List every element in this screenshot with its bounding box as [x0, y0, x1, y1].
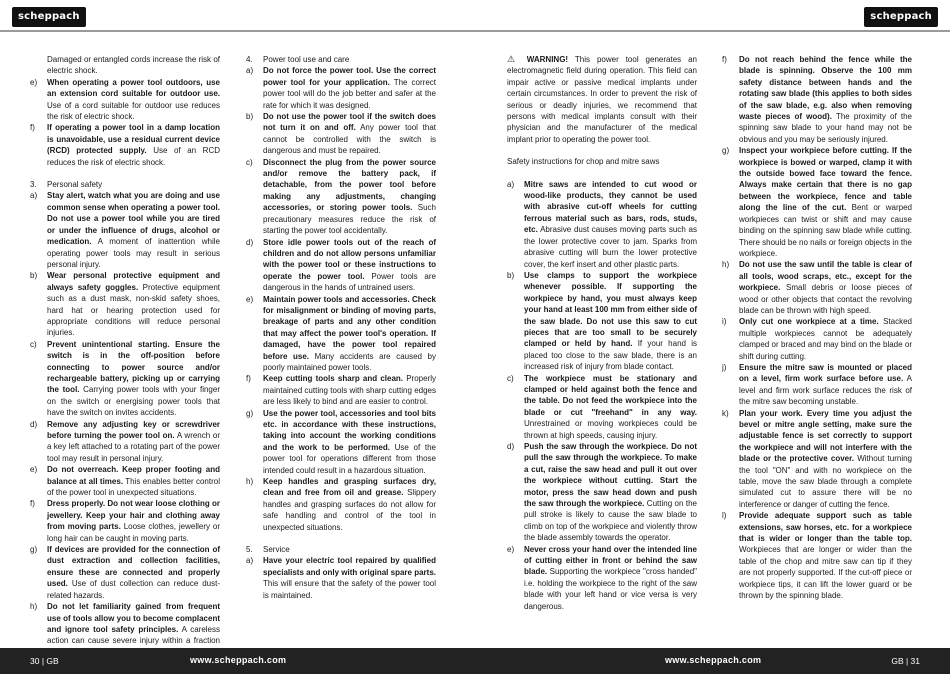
- item-c: c) Disconnect the plug from the power source and/or remove the battery pack, if detachable, from the power tool before making any adjustments, changing accessories, or storing power tools. Such precautionary measures reduce the risk of starting the power tool accidentally.: [246, 157, 436, 236]
- item-f: f) Keep cutting tools sharp and clean. Properly maintained cutting tools with sharp cutting edges are less likely to bind and are easier to control.: [246, 374, 437, 407]
- item-h: h) Keep handles and grasping surfaces dry, clean and free from oil and grease. Slippery handles and grasping surfaces do not allow for safe handling and control of the tool in unexpected situations.: [246, 477, 436, 532]
- brand-logo-right: scheppach: [864, 7, 938, 27]
- column-3: [507, 54, 697, 612]
- item-d: d) Remove any adjusting key or screwdriver before turning the power tool on. A wrench or a key left attached to a rotating part of the power tool may result in personal injury.: [30, 419, 220, 463]
- section-heading-chop-mitre: Safety instructions for chop and mitre saws: [507, 157, 660, 167]
- item-e2: e) Do not overreach. Keep proper footing and balance at all times. This enables better control of the power tool in unexpected situations.: [30, 465, 220, 498]
- item-b: b) Wear personal protective equipment and always safety goggles. Protective equipment such as a dust mask, non-skid safety shoes, hard hat or hearing protection used for appropriate conditions will reduce personal injuries.: [30, 271, 221, 338]
- item-service-a: a) Have your electric tool repaired by qualified specialists and only with original spare parts. This will ensure that the safety of the power tool is maintained.: [246, 556, 436, 600]
- footer-bar: [0, 648, 950, 674]
- item-d: d) Push the saw through the workpiece. Do not pull the saw through the workpiece. To make a cut, raise the saw head and pull it out over the workpiece without cutting. Start the motor, press the saw head down and push the saw through the workpiece. Cutting on the pull stroke is likely to cause the saw blade to climb on top of the workpiece and violently throw the blade assembly towards the operator.: [507, 442, 697, 543]
- website-link-right[interactable]: www.scheppach.com: [665, 655, 762, 665]
- item-a: a) Mitre saws are intended to cut wood or wood-like products, they cannot be used with abrasive cut-off wheels for cutting ferrous material such as bars, rods, studs, etc. Abrasive dust causes moving parts such as the lower protective cover to jam. Sparks from abrasive cutting will burn the lower protective cover, the kerf insert and other plastic parts.: [507, 179, 697, 269]
- item-d: d) Store idle power tools out of the reach of children and do not allow persons unfamiliar with the power tool or these instructions to operate the power tool. Power tools are dangerous in the hands of untrained users.: [246, 237, 436, 293]
- column-2: [246, 54, 436, 601]
- item-f: f) Do not reach behind the fence while the blade is spinning. Observe the 100 mm safety distance between hands and the rotating saw blade (this applies to both sides of the saw blade, e.g. also when removing waste pieces of wood). The proximity of the spinning saw blade to your hand may not be obvious and you may be seriously injured.: [722, 55, 912, 144]
- item-e: e) Never cross your hand over the intended line of cutting either in front or behind the saw blade. Supporting the workpiece "cross handed" i.e. holding the workpiece to the right of the saw blade with your left hand or vice versa is very dangerous.: [507, 544, 697, 611]
- section-heading-personal-safety: 3. Personal safety: [30, 180, 103, 190]
- header-rule: [0, 30, 950, 32]
- warning-paragraph: ⚠ WARNING! This power tool generates an electromagnetic field during operation. This field can impair active or passive medical implants under certain circumstances. In order to prevent the risk of serious or deadly injuries, we recommend that persons with medical implants consult with their physician and the manufacturer of the medical implant prior to operating the power tool.: [507, 54, 697, 144]
- item-g: g) If devices are provided for the connection of dust extraction and collection facilities, ensure these are connected and properly used. Use of dust collection can reduce dust-related hazards.: [30, 545, 220, 600]
- item-a: a) Do not force the power tool. Use the correct power tool for your application. The correct power tool will do the job better and safer at the rate for which it was designed.: [246, 66, 436, 110]
- item-c: c) Prevent unintentional starting. Ensure the switch is in the off-position before connecting to power source and/or rechargeable battery, picking up or carrying the tool. Carrying power tools with your finger on the switch or energising power tools that have the switch on invites accidents.: [30, 339, 220, 418]
- paragraph-continued: Damaged or entangled cords increase the risk of electric shock.: [47, 55, 220, 76]
- item-f: f) If operating a power tool in a damp location is unavoidable, use a residual current device (RCD) protected supply. Use of an RCD reduces the risk of electric shock.: [30, 123, 220, 167]
- item-k: k) Plan your work. Every time you adjust the bevel or mitre angle setting, make sure the adjustable fence is set correctly to support the workpiece and will not interfere with the blade or the protective cover. Without turning the tool "ON" and with no workpiece on the table, move the saw blade through a complete simulated cut to assure there will be no interference or danger of cutting the fence.: [722, 408, 912, 509]
- section-heading-power-tool-use: 4. Power tool use and care: [246, 55, 350, 64]
- item-g: g) Use the power tool, accessories and tool bits etc. in accordance with these instructions, taking into account the working conditions and the work to be performed. Use of the power tool for operations different from those intended could result in a hazardous situation.: [246, 408, 436, 475]
- column-1: [30, 54, 220, 658]
- item-a: a) Stay alert, watch what you are doing and use common sense when operating a power tool. Do not use a power tool while you are tired or under the influence of drugs, alcohol or medication. A moment of inattention while operating power tools may result in serious personal injury.: [30, 191, 220, 269]
- item-l: l) Provide adequate support such as table extensions, saw horses, etc. for a workpiece that is wider or longer than the table top. Workpieces that are longer or wider than the table of the chop and mitre saw can tip if they are not properly supported. If the cut-off piece or workpiece tips, it can lift the lower guard or be thrown by the spinning blade.: [722, 511, 912, 601]
- item-f2: f) Dress properly. Do not wear loose clothing or jewellery. Keep your hair and clothing away from moving parts. Loose clothes, jewellery or long hair can be caught in moving parts.: [30, 499, 221, 543]
- brand-logo-left: scheppach: [12, 7, 86, 27]
- item-e: e) Maintain power tools and accessories. Check for misalignment or binding of moving parts, breakage of parts and any other condition that may affect the power tool's operation. If damaged, have the power tool repaired before use. Many accidents are caused by poorly maintained power tools.: [246, 294, 437, 372]
- section-heading-service: 5. Service: [246, 545, 290, 555]
- column-4: [722, 54, 912, 602]
- item-g: g) Inspect your workpiece before cutting. If the workpiece is bowed or warped, clamp it with the outside bowed face toward the fence. Always make certain that there is no gap between the workpiece, fence and table along the line of the cut. Bent or warped workpieces can twist or shift and may cause binding on the spinning saw blade while cutting. There should be no nails or foreign objects in the workpiece.: [722, 146, 912, 258]
- item-i: i) Only cut one workpiece at a time. Stacked multiple workpieces cannot be adequately clamped or braced and may bind on the blade or shift during cutting.: [722, 317, 912, 361]
- item-b: b) Do not use the power tool if the switch does not turn it on and off. Any power tool that cannot be controlled with the switch is dangerous and must be repaired.: [246, 112, 437, 156]
- item-b: b) Use clamps to support the workpiece whenever possible. If supporting the workpiece by hand, you must always keep your hand at least 100 mm from either side of the saw blade. Do not use this saw to cut pieces that are too small to be securely clamped or held by hand. If your hand is placed too close to the saw blade, there is an increased risk of injury from blade contact.: [507, 270, 697, 372]
- page-number-left: 30 | GB: [30, 656, 59, 666]
- item-j: j) Ensure the mitre saw is mounted or placed on a level, firm work surface before use. A level and firm work surface reduces the risk of the mitre saw becoming unstable.: [722, 362, 912, 407]
- page-number-right: GB | 31: [891, 656, 920, 666]
- item-h: h) Do not let familiarity gained from frequent use of tools allow you to become complacent and ignore tool safety principles. A careless action can cause severe injury within a fraction: [30, 602, 220, 646]
- item-e: e) When operating a power tool outdoors, use an extension cord suitable for outdoor use. Use of a cord suitable for outdoor use reduces the risk of electric shock.: [30, 77, 220, 122]
- warning-triangle-icon: ⚠: [507, 54, 520, 64]
- item-c: c) The workpiece must be stationary and clamped or held against both the fence and the table. Do not feed the workpiece into the blade or cut "freehand" in any way. Unrestrained or moving workpieces could be thrown at high speeds, causing injury.: [507, 373, 697, 440]
- item-h: h) Do not use the saw until the table is clear of all tools, wood scraps, etc., except for the workpiece. Small debris or loose pieces of wood or other objects that contact the revolving blade can be thrown with high speed.: [722, 260, 912, 315]
- website-link-left[interactable]: www.scheppach.com: [190, 655, 287, 665]
